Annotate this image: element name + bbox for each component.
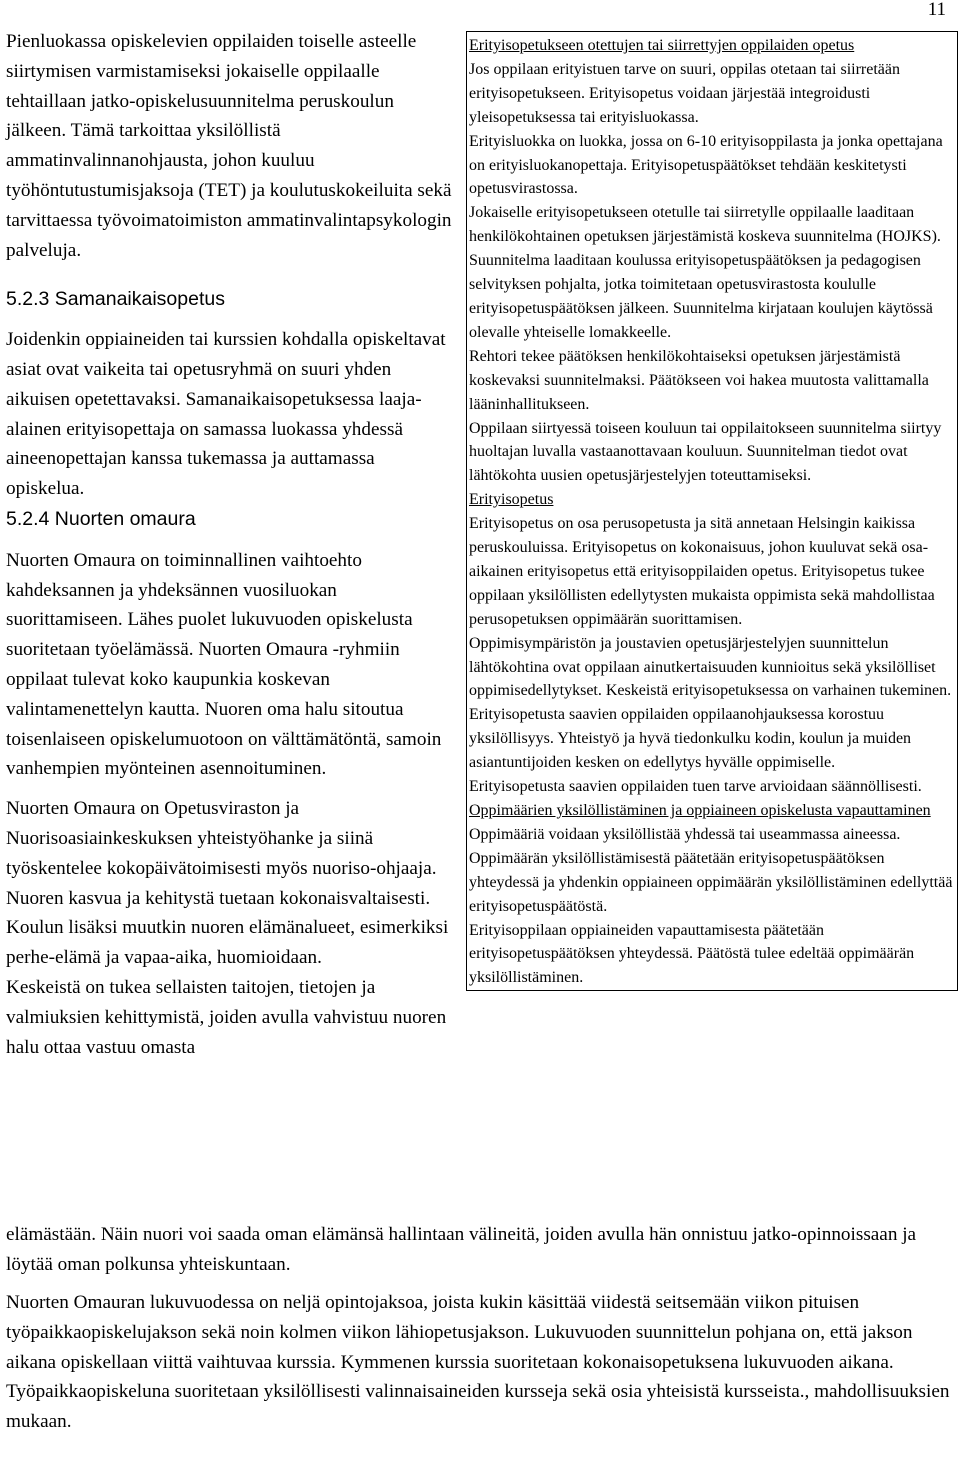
sidebar-paragraph: Oppimääriä voidaan yksilöllistää yhdessä tai useammassa aineessa. Oppimäärän yksilöllistämisestä päätetään erityisopetuspäätöksen yhteydessä ja yhdenkin oppiaineen oppimäärän yksilöllistäminen edellyttää erityisopetuspäätöstä. bbox=[469, 825, 953, 915]
intro-paragraph: Pienluokassa opiskelevien oppilaiden toiselle asteelle siirtymisen varmistamiseksi jokaiselle oppilaalle tehtaillaan jatko-opiskelusuunnitelma peruskoulun jälkeen. Tämä tarkoittaa yksilöllistä ammatinvalinnanohjausta, johon kuuluu työhöntutustumisjaksoja (TET) ja koulutuskokeiluita sekä tarvittaessa työvoimatoimiston ammatinvalintapsykologin palveluja. bbox=[6, 31, 452, 261]
section-heading-samanaikaisopetus: 5.2.3 Samanaikaisopetus bbox=[6, 288, 225, 311]
page-number: 11 bbox=[927, 0, 946, 20]
final-paragraph: Nuorten Omauran lukuvuodessa on neljä opintojaksoa, joista kukin käsittää viidestä seitsemään viikon pituisen työpaikkaopiskelujakson sekä noin kolmen viikon lähiopetusjakson. Lukuvuoden suunnittelun pohjana on, että jakson aikana opiskellaan viittä vaihtuvaa kurssia. Kymmenen kurssia suoritetaan kokonaisopetuksena lukuvuoden aikana. Työpaikkaopiskeluna suoritetaan yksilöllisesti valinnaisaineiden kursseja sekä osia yhteisistä kursseista., mahdollisuuksien mukaan. bbox=[6, 1292, 950, 1433]
continuation-paragraph: elämästään. Näin nuori voi saada oman elämänsä hallintaan välineitä, joiden avulla hän onnistuu jatko-opinnoissaan ja löytää oman polkunsa yhteiskuntaan. bbox=[6, 1224, 917, 1275]
samanaikaisopetus-paragraph: Joidenkin oppiaineiden tai kurssien kohdalla opiskeltavat asiat ovat vaikeita tai opetusryhmä on suuri yhden aikuisen opetettavaksi. Samanaikaisopetuksessa laaja-alainen erityisopettaja on samassa luokassa yhdessä aineenopettajan kanssa tukemassa ja auttamassa opiskelua. bbox=[6, 329, 446, 500]
sidebar-paragraph: Erityisluokka on luokka, jossa on 6-10 erityisoppilasta ja jonka opettajana on erityisluokanopettaja. Erityisopetuspäätökset tehdään keskitetysti opetusvirastossa. bbox=[469, 132, 943, 198]
omaura-paragraph-2: Nuorten Omaura on Opetusviraston ja Nuorisoasiainkeskuksen yhteistyöhanke ja siinä työskentelee kokopäivätoimisesti myös nuoriso-ohjaaja. Nuoren kasvua ja kehitystä tuetaan kokonaisvaltaisesti. Koulun lisäksi muutkin nuoren elämänalueet, esimerkiksi perhe-elämä ja vapaa-aika, huomioidaan. bbox=[6, 798, 449, 969]
sidebar-paragraph: Jos oppilaan erityistuen tarve on suuri, oppilas otetaan tai siirretään erityisopetukseen. Erityisopetus voidaan järjestää integroidusti yleisopetuksessa tai erityisluokassa. bbox=[469, 60, 900, 126]
left-column bbox=[6, 27, 454, 1062]
sidebar-paragraph: Rehtori tekee päätöksen henkilökohtaiseksi opetuksen järjestämistä koskevaksi suunnitelmaksi. Päätökseen voi hakea muutosta valittamalla lääninhallitukseen. bbox=[469, 347, 929, 413]
sidebar-paragraph: Oppilaan siirtyessä toiseen kouluun tai oppilaitokseen suunnitelma siirtyy huoltajan luvalla vastaanottavaan kouluun. Suunnitelman tiedot ovat lähtökohta uusien opetusjärjestelyjen toteuttamiseksi. bbox=[469, 419, 942, 485]
sidebar-paragraph: Jokaiselle erityisopetukseen otetulle tai siirretylle oppilaalle laaditaan henkilökohtainen opetuksen järjestämistä koskeva suunnitelma (HOJKS). Suunnitelma laaditaan koulussa erityisopetuspäätöksen ja pedagogisen selvityksen pohjalta, jotka toimitetaan opetusvirastosta koululle erityisopetuspäätöksen jälkeen. Suunnitelma kirjataan koulujen käytössä olevalle yhteiselle lomakkeelle. bbox=[469, 204, 941, 341]
sidebar-paragraph: Erityisoppilaan oppiaineiden vapauttamisesta päätetään erityisopetuspäätöksen yhteydessä. Päätöstä tulee edeltää oppimäärän yksilöllistäminen. bbox=[469, 921, 915, 987]
info-sidebar-box bbox=[466, 31, 958, 991]
omaura-paragraph-1: Nuorten Omaura on toiminnallinen vaihtoehto kahdeksannen ja yhdeksännen vuosiluokan suorittamiseen. Lähes puolet lukuvuoden opiskelusta suoritetaan työelämässä. Nuorten Omaura -ryhmiin oppilaat tulevat koko kaupunkia koskevan valintamenettelyn kautta. Nuoren oma halu sitoutua toisenlaiseen opiskelumuotoon on välttämätöntä, samoin vanhempien myönteinen asennoituminen. bbox=[6, 549, 442, 780]
sidebar-paragraph: Erityisopetusta saavien oppilaiden tuen tarve arvioidaan säännöllisesti. bbox=[469, 778, 922, 796]
sidebar-heading-erityisopetus: Erityisopetus bbox=[469, 491, 554, 509]
sidebar-heading-special-students: Erityisopetukseen otettujen tai siirrettyjen oppilaiden opetus bbox=[469, 37, 855, 54]
sidebar-heading-individualization: Oppimäärien yksilöllistäminen ja oppiaineen opiskelusta vapauttaminen bbox=[469, 802, 931, 819]
section-heading-nuorten-omaura: 5.2.4 Nuorten omaura bbox=[6, 507, 196, 530]
sidebar-paragraph: Erityisopetus on osa perusopetusta ja sitä annetaan Helsingin kaikissa peruskouluissa. Erityisopetus on kokonaisuus, johon kuuluvat sekä osa-aikainen erityisopetus että erityisoppilaiden opetus. Erityisopetus tukee oppilaan yksilöllisten edellytysten mukaista oppimista sekä mahdollistaa perusopetuksen oppimäärän suorittamisen. bbox=[469, 515, 935, 628]
sidebar-paragraph: Oppimisympäristön ja joustavien opetusjärjestelyjen suunnittelun lähtökohtina ovat oppilaan ainutkertaisuuden kunnioitus sekä yksilölliset oppimisedellytykset. Keskeistä erityisopetuksessa on varhainen tukeminen. Erityisopetusta saavien oppilaiden oppilaanohjauksessa korostuu yksilöllisyys. Yhteistyö ja hyvä tiedonkulku kodin, koulun ja muiden asiantuntijoiden kesken on edellytys hyvälle oppimiselle. bbox=[469, 634, 952, 772]
omaura-paragraph-3: Keskeistä on tukea sellaisten taitojen, tietojen ja valmiuksien kehittymistä, joiden avulla vahvistuu nuoren halu ottaa vastuu omasta bbox=[6, 976, 447, 1058]
